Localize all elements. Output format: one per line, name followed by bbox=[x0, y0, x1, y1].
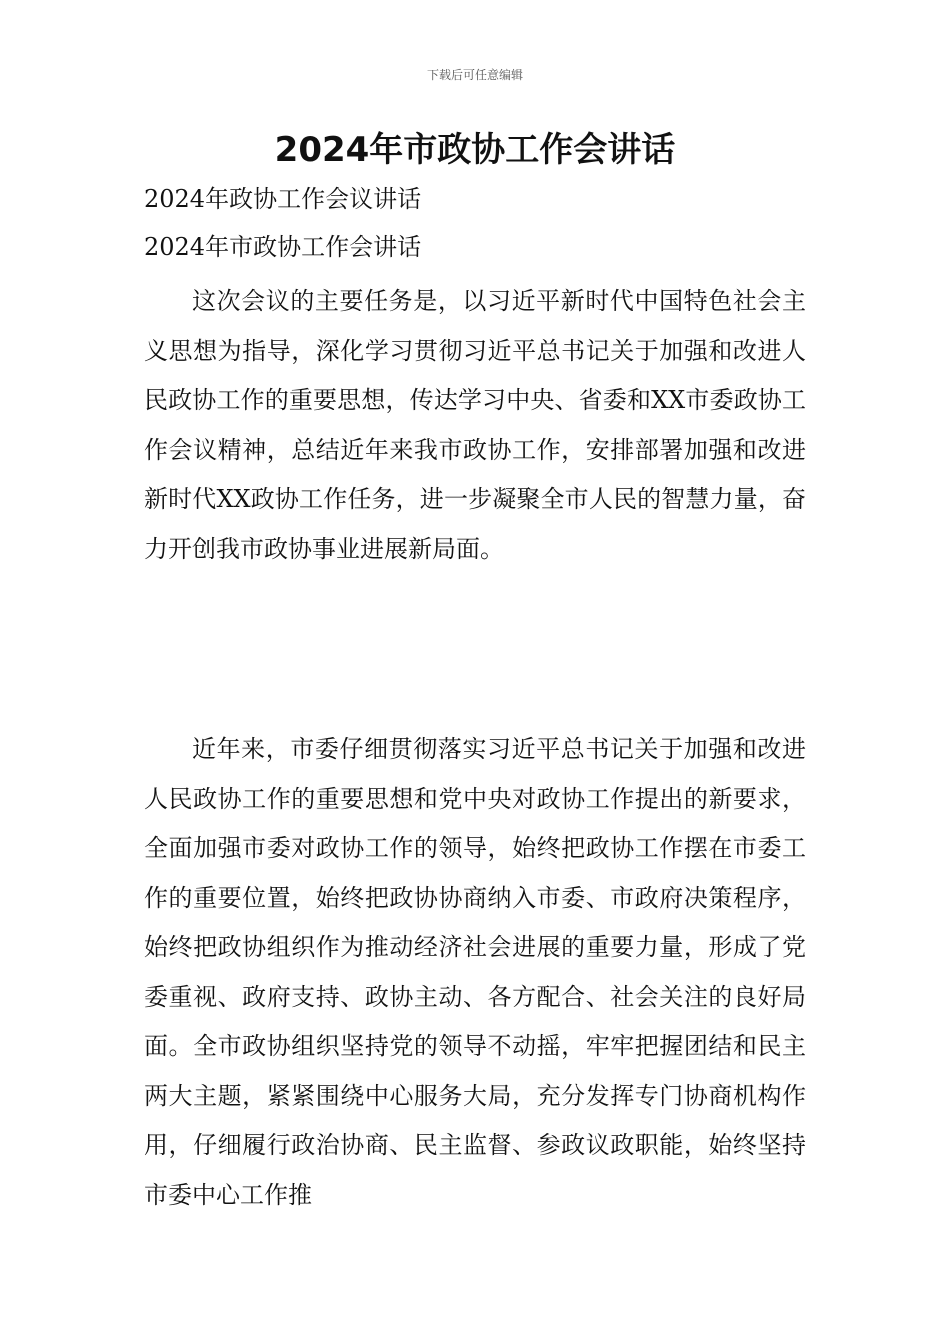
paragraph-2: 近年来，市委仔细贯彻落实习近平总书记关于加强和改进人民政协工作的重要思想和党中央对政协工作提出的新要求，全面加强市委对政协工作的领导，始终把政协工作摆在市委工作的重要位置，始终把政协协商纳入市委、市政府决策程序，始终把政协组织作为推动经济社会进展的重要力量，形成了党委重视、政府支持、政协主动、各方配合、社会关注的良好局面。全市政协组织坚持党的领导不动摇，牢牢把握团结和民主两大主题，紧紧围绕中心服务大局，充分发挥专门协商机构作用，仔细履行政治协商、民主监督、参政议政职能，始终坚持市委中心工作推 bbox=[144, 735, 806, 1209]
header-note: 下载后可任意编辑 bbox=[426, 68, 523, 82]
document-title: 2024年市政协工作会讲话 bbox=[274, 130, 676, 170]
paragraph-1: 这次会议的主要任务是，以习近平新时代中国特色社会主义思想为指导，深化学习贯彻习近平总书记关于加强和改进人民政协工作的重要思想，传达学习中央、省委和XX市委政协工作会议精神，总结近年来我市政协工作，安排部署加强和改进新时代XX政协工作任务，进一步凝聚全市人民的智慧力量，奋力开创我市政协事业进展新局面。 bbox=[144, 287, 806, 563]
subheading-1: 2024年政协工作会议讲话 bbox=[144, 185, 422, 213]
subheading-2: 2024年市政协工作会讲话 bbox=[144, 233, 422, 261]
